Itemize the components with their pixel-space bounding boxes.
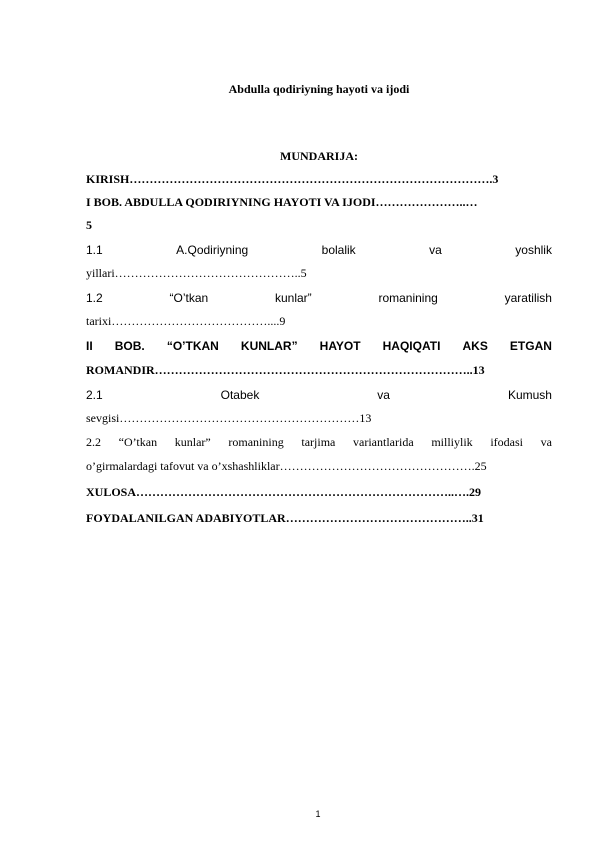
toc-entry-chapter-2-page: ROMANDIR……………………………………………………………………..13	[86, 363, 485, 377]
toc-word: KUNLAR”	[240, 339, 298, 353]
toc-entry-2-1	[86, 388, 552, 402]
toc-word: kunlar”	[274, 291, 312, 305]
toc-heading: MUNDARIJA:	[280, 149, 358, 163]
toc-word: BOB.	[114, 339, 145, 353]
toc-word: bolalik	[321, 243, 356, 257]
toc-entry-1-2	[86, 291, 552, 305]
toc-word: milliylik	[431, 435, 473, 449]
toc-word: 1.2	[86, 291, 103, 305]
toc-entry-2-2	[86, 435, 552, 449]
toc-word: 2.2	[86, 435, 101, 449]
toc-entry-1-1	[86, 243, 552, 257]
toc-word: tarjima	[301, 435, 336, 449]
toc-word: va	[377, 388, 390, 402]
toc-word: AKS	[462, 339, 488, 353]
toc-entry-2-1-page: sevgisi……………………………………………………13	[86, 411, 372, 425]
toc-word: kunlar”	[174, 435, 211, 449]
toc-entry-chapter-1: I BOB. ABDULLA QODIRIYNING HAYOTI VA IJODI…………………..…	[86, 195, 478, 209]
toc-entry-chapter-2	[86, 339, 552, 353]
toc-word: HAYOT	[319, 339, 361, 353]
toc-word: yaratilish	[504, 291, 552, 305]
toc-word: ETGAN	[509, 339, 552, 353]
document-title: Abdulla qodiriyning hayoti va ijodi	[228, 82, 410, 96]
toc-word: “O’tkan	[169, 291, 209, 305]
toc-word: yoshlik	[515, 243, 552, 257]
toc-entry-references: FOYDALANILGAN ADABIYOTLAR………………………………………..31	[86, 511, 484, 525]
toc-word: va	[540, 435, 552, 449]
toc-word: II	[86, 339, 93, 353]
toc-entry-1-2-page: tarixi…………………………………....9	[86, 314, 286, 328]
page-number: 1	[315, 809, 321, 819]
toc-word: HAQIQATI	[382, 339, 441, 353]
toc-word: “O’tkan	[118, 435, 158, 449]
toc-word: 1.1	[86, 243, 103, 257]
toc-word: variantlarida	[353, 435, 414, 449]
toc-entry-kirish: KIRISH……………………………………………………………………………….3	[86, 172, 499, 186]
toc-word: va	[429, 243, 442, 257]
toc-word: A.Qodiriyning	[176, 243, 249, 257]
toc-entry-1-1-page: yillari………………………………………..5	[86, 266, 307, 280]
toc-entry-2-2-page: o’girmalardagi tafovut va o’xshashliklar………………………………………….25	[86, 459, 487, 473]
toc-entry-xulosa: XULOSA……………………………………………………………………..….29	[86, 485, 482, 499]
toc-word: romanining	[378, 291, 438, 305]
toc-word: romanining	[228, 435, 284, 449]
toc-word: ifodasi	[490, 435, 523, 449]
toc-word: Otabek	[220, 388, 260, 402]
toc-entry-chapter-1-page: 5	[86, 218, 92, 232]
toc-word: 2.1	[86, 388, 103, 402]
toc-word: Kumush	[507, 388, 552, 402]
toc-word: “O’TKAN	[166, 339, 219, 353]
